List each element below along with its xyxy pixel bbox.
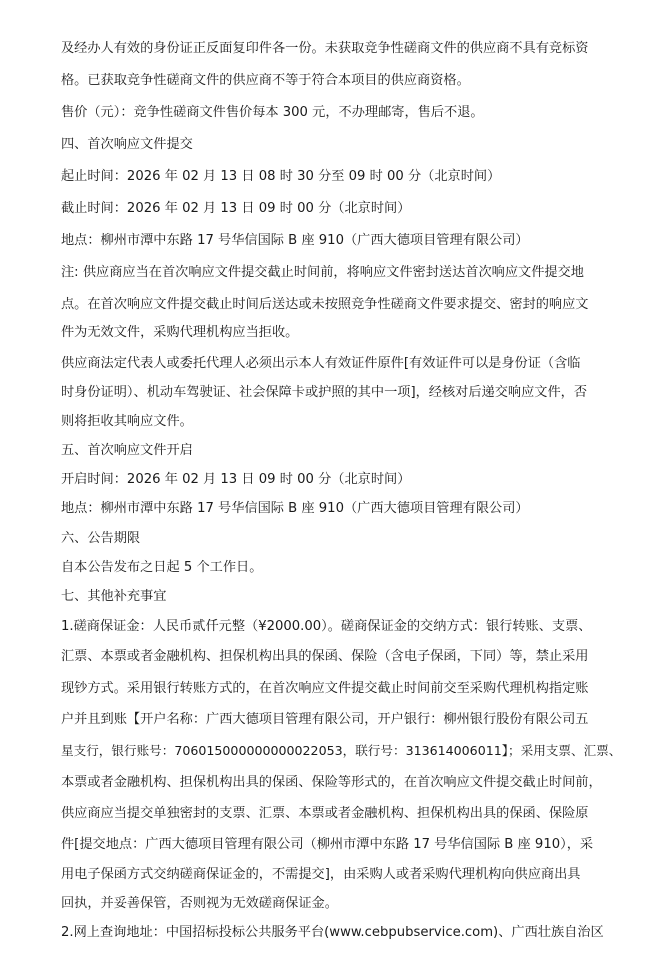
text-line: 开启时间：2026 年 02 月 13 日 09 时 00 分（北京时间） bbox=[61, 472, 411, 487]
text-line: 回执，并妥善保管，否则视为无效磋商保证金。 bbox=[61, 896, 338, 911]
section-heading: 四、首次响应文件提交 bbox=[61, 137, 193, 152]
text-line: 供应商法定代表人或委托代理人必须出示本人有效证件原件[有效证件可以是身份证（含临 bbox=[61, 356, 581, 371]
text-line: 截止时间：2026 年 02 月 13 日 09 时 00 分（北京时间） bbox=[61, 201, 411, 216]
section-heading: 六、公告期限 bbox=[61, 531, 141, 546]
section-heading: 七、其他补充事宜 bbox=[61, 589, 167, 604]
text-line: 则将拒收其响应文件。 bbox=[61, 414, 193, 429]
text-line: 自本公告发布之日起 5 个工作日。 bbox=[61, 560, 263, 575]
text-line: 星支行，银行账号：706015000000000022053，联行号：313614006011】；采用支票、汇票、 bbox=[61, 743, 621, 758]
text-line: 2.网上查询地址：中国招标投标公共服务平台(www.cebpubservice.com)、广西壮族自治区 bbox=[61, 925, 604, 940]
section-heading: 五、首次响应文件开启 bbox=[61, 443, 193, 458]
text-line: 现钞方式。采用银行转账方式的，在首次响应文件提交截止时间前交至采购代理机构指定账 bbox=[61, 681, 589, 696]
text-line: 用电子保函方式交纳磋商保证金的，不需提交]，由采购人或者采购代理机构向供应商出具 bbox=[61, 867, 581, 882]
text-line: 格。已获取竞争性磋商文件的供应商不等于符合本项目的供应商资格。 bbox=[61, 73, 470, 88]
text-line: 本票或者金融机构、担保机构出具的保函、保险等形式的，在首次响应文件提交截止时间前， bbox=[61, 775, 602, 790]
text-line: 点。在首次响应文件提交截止时间后送达或未按照竞争性磋商文件要求提交、密封的响应文 bbox=[61, 297, 589, 312]
text-line: 件[提交地点：广西大德项目管理有限公司（柳州市潭中东路 17 号华信国际 B 座 910），采 bbox=[61, 837, 594, 852]
text-line: 时身份证明）、机动车驾驶证、社会保障卡或护照的其中一项]，经核对后递交响应文件，否 bbox=[61, 385, 588, 400]
text-line: 及经办人有效的身份证正反面复印件各一份。未获取竞争性磋商文件的供应商不具有竞标资 bbox=[61, 41, 589, 56]
text-line: 售价（元）：竞争性磋商文件售价每本 300 元，不办理邮寄，售后不退。 bbox=[61, 105, 484, 120]
text-line: 户并且到账【开户名称：广西大德项目管理有限公司，开户银行：柳州银行股份有限公司五 bbox=[61, 712, 589, 727]
text-line: 供应商应当提交单独密封的支票、汇票、本票或者金融机构、担保机构出具的保函、保险原 bbox=[61, 806, 589, 821]
text-line: 地点：柳州市潭中东路 17 号华信国际 B 座 910（广西大德项目管理有限公司） bbox=[61, 501, 529, 516]
text-line: 起止时间：2026 年 02 月 13 日 08 时 30 分至 09 时 00 分（北京时间） bbox=[61, 169, 501, 184]
text-line: 汇票、本票或者金融机构、担保机构出具的保函、保险（含电子保函，下同）等，禁止采用 bbox=[61, 649, 589, 664]
text-line: 注: 供应商应当在首次响应文件提交截止时间前，将响应文件密封送达首次响应文件提交地 bbox=[61, 265, 584, 280]
text-line: 件为无效文件，采购代理机构应当拒收。 bbox=[61, 325, 299, 340]
text-line: 地点：柳州市潭中东路 17 号华信国际 B 座 910（广西大德项目管理有限公司） bbox=[61, 233, 529, 248]
text-line: 1.磋商保证金：人民币贰仟元整（¥2000.00）。磋商保证金的交纳方式：银行转账、支票、 bbox=[61, 619, 592, 634]
